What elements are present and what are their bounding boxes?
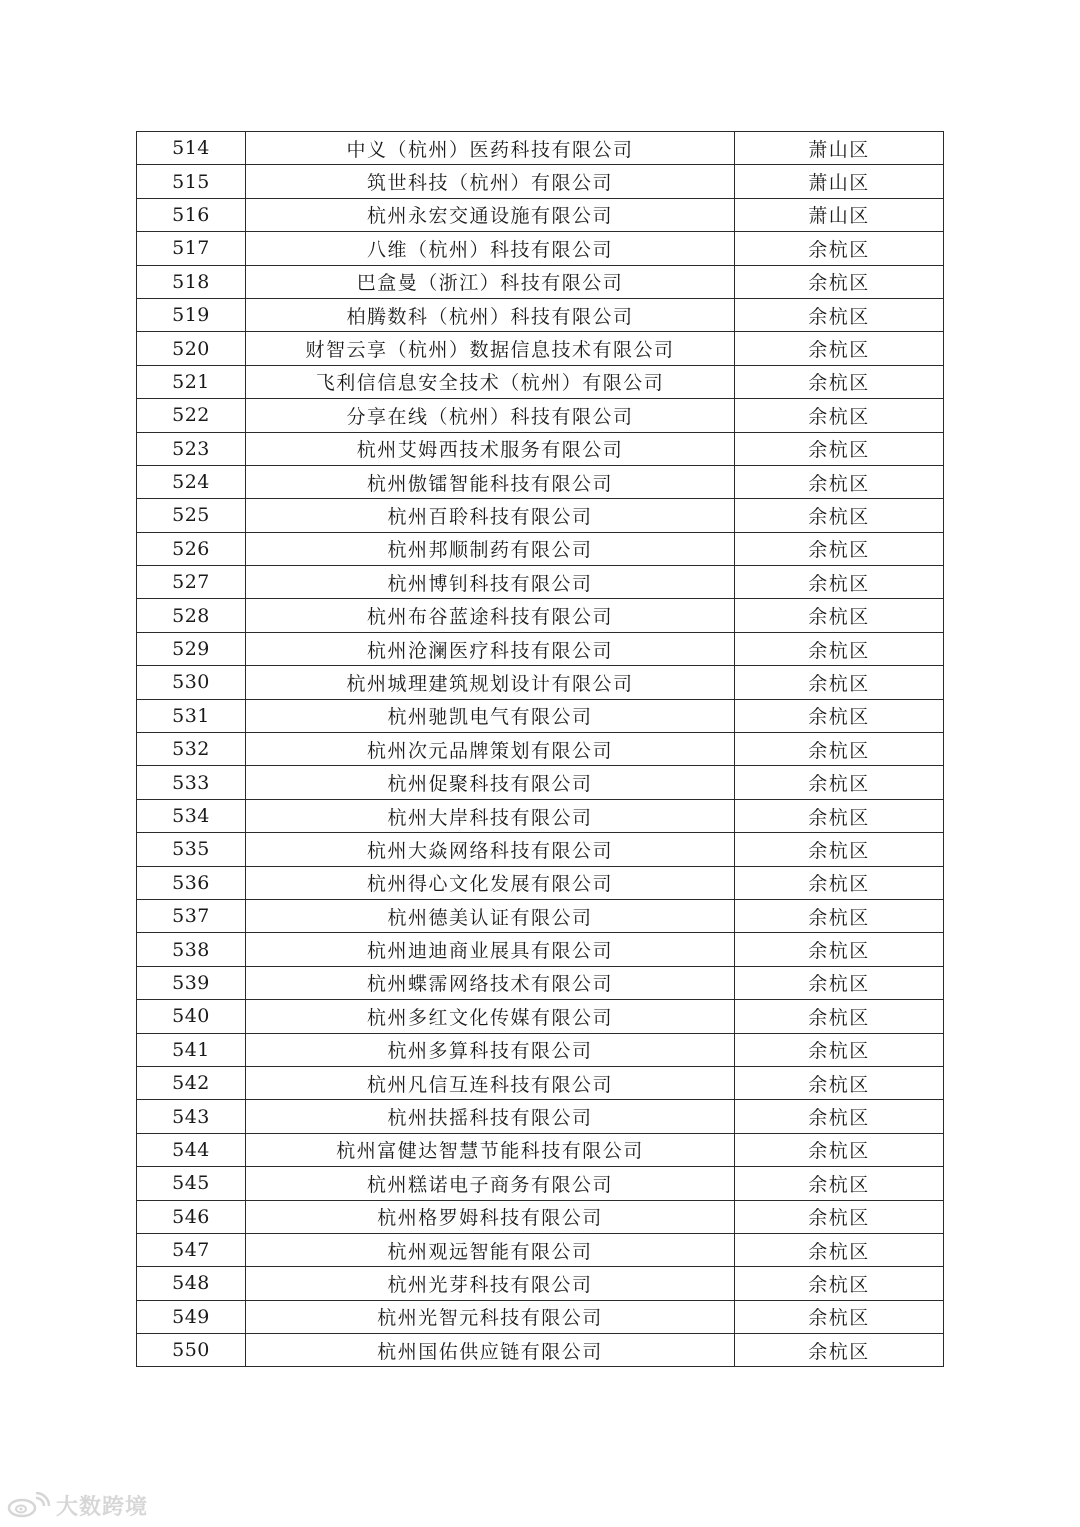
- company-name-cell: 巴盒曼（浙江）科技有限公司: [246, 265, 735, 298]
- district-cell: 余杭区: [735, 232, 944, 265]
- district-cell: 余杭区: [735, 365, 944, 398]
- row-number-cell: 530: [137, 666, 246, 699]
- company-name-cell: 杭州多红文化传媒有限公司: [246, 1000, 735, 1033]
- company-name-cell: 八维（杭州）科技有限公司: [246, 232, 735, 265]
- company-name-cell: 杭州迪迪商业展具有限公司: [246, 933, 735, 966]
- row-number-cell: 525: [137, 499, 246, 532]
- table-row: [137, 632, 944, 665]
- row-number-cell: 520: [137, 332, 246, 365]
- row-number-cell: 528: [137, 599, 246, 632]
- row-number-cell: 535: [137, 833, 246, 866]
- district-cell: 余杭区: [735, 866, 944, 899]
- district-cell: 余杭区: [735, 432, 944, 465]
- row-number-cell: 517: [137, 232, 246, 265]
- district-cell: 余杭区: [735, 1334, 944, 1367]
- company-name-cell: 杭州格罗姆科技有限公司: [246, 1200, 735, 1233]
- company-list-table: [136, 131, 944, 1367]
- row-number-cell: 532: [137, 733, 246, 766]
- district-cell: 余杭区: [735, 1000, 944, 1033]
- company-name-cell: 杭州扶摇科技有限公司: [246, 1100, 735, 1133]
- row-number-cell: 529: [137, 632, 246, 665]
- company-name-cell: 杭州布谷蓝途科技有限公司: [246, 599, 735, 632]
- district-cell: 余杭区: [735, 899, 944, 932]
- company-name-cell: 杭州大岸科技有限公司: [246, 799, 735, 832]
- company-name-cell: 杭州邦顺制药有限公司: [246, 532, 735, 565]
- company-name-cell: 杭州傲镭智能科技有限公司: [246, 465, 735, 498]
- company-name-cell: 杭州百聆科技有限公司: [246, 499, 735, 532]
- district-cell: 余杭区: [735, 1100, 944, 1133]
- table-row: [137, 566, 944, 599]
- company-name-cell: 杭州观远智能有限公司: [246, 1233, 735, 1266]
- district-cell: 余杭区: [735, 632, 944, 665]
- district-cell: 余杭区: [735, 1167, 944, 1200]
- company-name-cell: 分享在线（杭州）科技有限公司: [246, 399, 735, 432]
- district-cell: 余杭区: [735, 298, 944, 331]
- table-row: [137, 1100, 944, 1133]
- table-row: [137, 799, 944, 832]
- row-number-cell: 542: [137, 1066, 246, 1099]
- table-row: [137, 298, 944, 331]
- row-number-cell: 518: [137, 265, 246, 298]
- company-name-cell: 杭州凡信互连科技有限公司: [246, 1066, 735, 1099]
- company-name-cell: 中义（杭州）医药科技有限公司: [246, 132, 735, 165]
- row-number-cell: 519: [137, 298, 246, 331]
- company-name-cell: 杭州大焱网络科技有限公司: [246, 833, 735, 866]
- table-row: [137, 1200, 944, 1233]
- row-number-cell: 540: [137, 1000, 246, 1033]
- table-row: [137, 198, 944, 231]
- district-cell: 余杭区: [735, 265, 944, 298]
- row-number-cell: 515: [137, 165, 246, 198]
- table-row: [137, 265, 944, 298]
- row-number-cell: 541: [137, 1033, 246, 1066]
- table-row: [137, 866, 944, 899]
- row-number-cell: 548: [137, 1267, 246, 1300]
- table-row: [137, 1066, 944, 1099]
- table-row: [137, 1233, 944, 1266]
- table-row: [137, 733, 944, 766]
- district-cell: 萧山区: [735, 132, 944, 165]
- district-cell: 余杭区: [735, 1267, 944, 1300]
- table-row: [137, 1133, 944, 1166]
- table-row: [137, 432, 944, 465]
- district-cell: 余杭区: [735, 1300, 944, 1333]
- table-row: [137, 933, 944, 966]
- company-name-cell: 柏腾数科（杭州）科技有限公司: [246, 298, 735, 331]
- row-number-cell: 550: [137, 1334, 246, 1367]
- row-number-cell: 521: [137, 365, 246, 398]
- row-number-cell: 534: [137, 799, 246, 832]
- table-row: [137, 1167, 944, 1200]
- district-cell: 余杭区: [735, 499, 944, 532]
- table-row: [137, 899, 944, 932]
- district-cell: 余杭区: [735, 532, 944, 565]
- district-cell: 余杭区: [735, 1133, 944, 1166]
- table-row: [137, 766, 944, 799]
- company-name-cell: 杭州蝶霈网络技术有限公司: [246, 966, 735, 999]
- district-cell: 余杭区: [735, 332, 944, 365]
- table-row: [137, 132, 944, 165]
- watermark: [6, 1490, 148, 1520]
- district-cell: 余杭区: [735, 766, 944, 799]
- district-cell: 余杭区: [735, 733, 944, 766]
- company-name-cell: 杭州促聚科技有限公司: [246, 766, 735, 799]
- table-row: [137, 465, 944, 498]
- table-row: [137, 332, 944, 365]
- row-number-cell: 543: [137, 1100, 246, 1133]
- row-number-cell: 547: [137, 1233, 246, 1266]
- table-row: [137, 1000, 944, 1033]
- row-number-cell: 537: [137, 899, 246, 932]
- company-name-cell: 杭州富健达智慧节能科技有限公司: [246, 1133, 735, 1166]
- company-name-cell: 杭州德美认证有限公司: [246, 899, 735, 932]
- row-number-cell: 533: [137, 766, 246, 799]
- table-row: [137, 365, 944, 398]
- row-number-cell: 536: [137, 866, 246, 899]
- company-name-cell: 杭州永宏交通设施有限公司: [246, 198, 735, 231]
- table-row: [137, 1300, 944, 1333]
- table-row: [137, 399, 944, 432]
- row-number-cell: 549: [137, 1300, 246, 1333]
- district-cell: 余杭区: [735, 566, 944, 599]
- district-cell: 余杭区: [735, 699, 944, 732]
- row-number-cell: 546: [137, 1200, 246, 1233]
- company-name-cell: 杭州光智元科技有限公司: [246, 1300, 735, 1333]
- company-name-cell: 杭州光芽科技有限公司: [246, 1267, 735, 1300]
- district-cell: 余杭区: [735, 833, 944, 866]
- table-row: [137, 1334, 944, 1367]
- company-name-cell: 杭州博钊科技有限公司: [246, 566, 735, 599]
- company-name-cell: 杭州糕诺电子商务有限公司: [246, 1167, 735, 1200]
- district-cell: 萧山区: [735, 198, 944, 231]
- district-cell: 余杭区: [735, 1233, 944, 1266]
- company-name-cell: 杭州次元品牌策划有限公司: [246, 733, 735, 766]
- district-cell: 余杭区: [735, 666, 944, 699]
- row-number-cell: 539: [137, 966, 246, 999]
- row-number-cell: 544: [137, 1133, 246, 1166]
- table-row: [137, 532, 944, 565]
- district-cell: 余杭区: [735, 1200, 944, 1233]
- weibo-logo-icon: [6, 1492, 52, 1518]
- table-body: [137, 132, 944, 1367]
- company-name-cell: 杭州沧澜医疗科技有限公司: [246, 632, 735, 665]
- district-cell: 余杭区: [735, 799, 944, 832]
- row-number-cell: 522: [137, 399, 246, 432]
- row-number-cell: 531: [137, 699, 246, 732]
- district-cell: 余杭区: [735, 1033, 944, 1066]
- district-cell: 余杭区: [735, 399, 944, 432]
- row-number-cell: 514: [137, 132, 246, 165]
- district-cell: 余杭区: [735, 966, 944, 999]
- watermark-text: 大数跨境: [56, 1494, 149, 1520]
- row-number-cell: 527: [137, 566, 246, 599]
- district-cell: 余杭区: [735, 1066, 944, 1099]
- table-row: [137, 499, 944, 532]
- district-cell: 余杭区: [735, 599, 944, 632]
- table-row: [137, 699, 944, 732]
- table-row: [137, 666, 944, 699]
- company-name-cell: 杭州得心文化发展有限公司: [246, 866, 735, 899]
- company-name-cell: 财智云享（杭州）数据信息技术有限公司: [246, 332, 735, 365]
- company-name-cell: 飞利信信息安全技术（杭州）有限公司: [246, 365, 735, 398]
- table-row: [137, 599, 944, 632]
- row-number-cell: 545: [137, 1167, 246, 1200]
- table-row: [137, 1033, 944, 1066]
- row-number-cell: 526: [137, 532, 246, 565]
- district-cell: 余杭区: [735, 933, 944, 966]
- table-row: [137, 966, 944, 999]
- district-cell: 萧山区: [735, 165, 944, 198]
- district-cell: 余杭区: [735, 465, 944, 498]
- company-name-cell: 杭州国佑供应链有限公司: [246, 1334, 735, 1367]
- table-row: [137, 833, 944, 866]
- company-name-cell: 杭州驰凯电气有限公司: [246, 699, 735, 732]
- company-name-cell: 杭州艾姆西技术服务有限公司: [246, 432, 735, 465]
- row-number-cell: 523: [137, 432, 246, 465]
- row-number-cell: 524: [137, 465, 246, 498]
- table-row: [137, 165, 944, 198]
- row-number-cell: 516: [137, 198, 246, 231]
- company-name-cell: 杭州城理建筑规划设计有限公司: [246, 666, 735, 699]
- table-row: [137, 232, 944, 265]
- company-name-cell: 筑世科技（杭州）有限公司: [246, 165, 735, 198]
- table-row: [137, 1267, 944, 1300]
- row-number-cell: 538: [137, 933, 246, 966]
- company-name-cell: 杭州多算科技有限公司: [246, 1033, 735, 1066]
